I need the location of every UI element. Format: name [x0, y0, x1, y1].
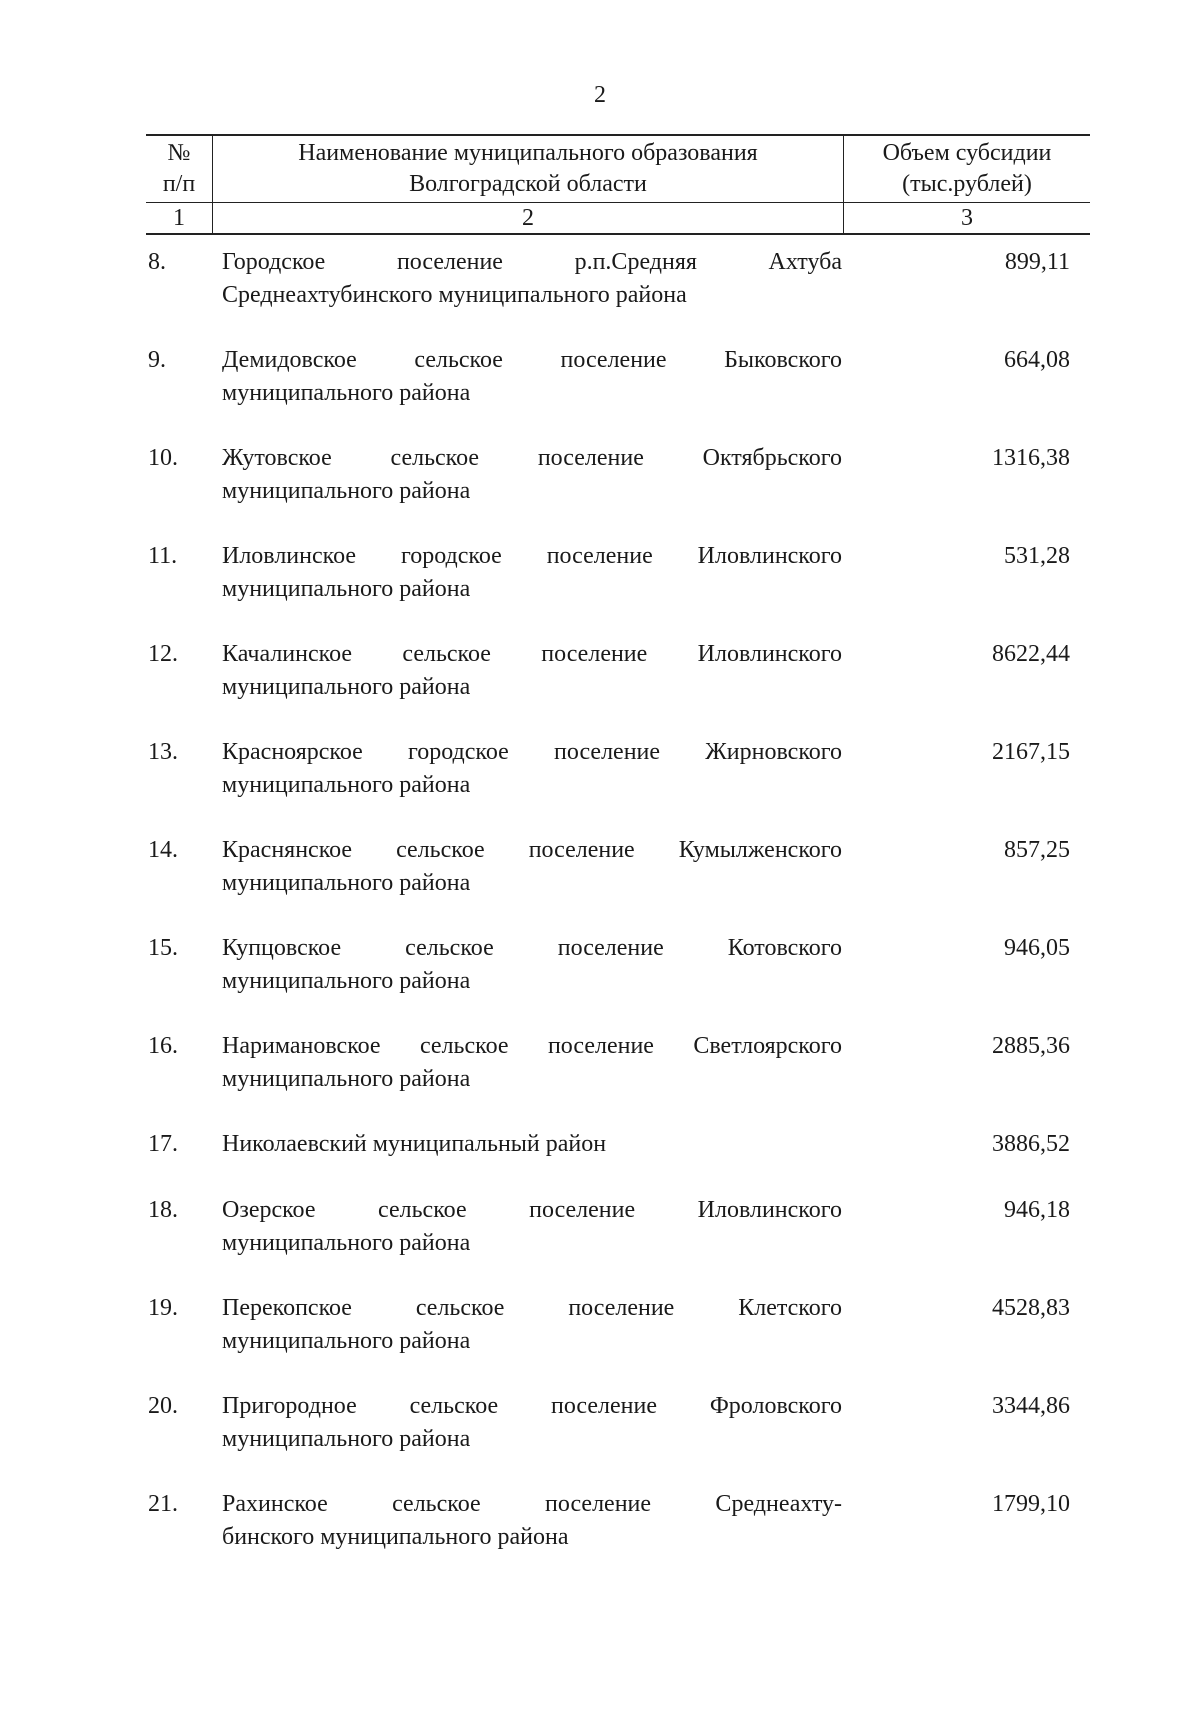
row-number: 19. — [148, 1295, 178, 1321]
row-number: 11. — [148, 543, 178, 569]
row-name-line2: муниципального района — [222, 1230, 471, 1256]
row-name-line1: Наримановское сельское поселение Светлоярского — [222, 1033, 842, 1059]
row-number: 13. — [148, 739, 178, 765]
row-number: 15. — [148, 935, 178, 961]
row-name-line1: Рахинское сельское поселение Среднеахту- — [222, 1491, 842, 1517]
row-name-line2: муниципального района — [222, 1426, 471, 1452]
row-number: 21. — [148, 1491, 178, 1517]
row-number: 18. — [148, 1197, 178, 1223]
row-name — [222, 540, 842, 606]
row-amount: 857,25 — [1004, 837, 1070, 863]
table-row — [146, 834, 1090, 900]
row-amount: 664,08 — [1004, 347, 1070, 373]
table-row — [146, 736, 1090, 802]
row-number: 12. — [148, 641, 178, 667]
row-name-line1: Купцовское сельское поселение Котовского — [222, 935, 842, 961]
row-amount: 1316,38 — [992, 445, 1070, 471]
row-amount: 899,11 — [1004, 249, 1070, 275]
row-amount: 2167,15 — [992, 739, 1070, 765]
table-body — [146, 246, 1090, 1586]
row-name — [222, 1194, 842, 1260]
row-name-line1: Иловлинское городское поселение Иловлинского — [222, 543, 842, 569]
row-name-line1: Демидовское сельское поселение Быковского — [222, 347, 842, 373]
row-name-line1: Озерское сельское поселение Иловлинского — [222, 1197, 842, 1223]
row-name-line2: муниципального района — [222, 478, 471, 504]
row-name — [222, 1390, 842, 1456]
row-number: 9. — [148, 347, 166, 373]
row-name — [222, 1030, 842, 1096]
row-amount: 2885,36 — [992, 1033, 1070, 1059]
row-name-line1: Жутовское сельское поселение Октябрьского — [222, 445, 842, 471]
row-number: 17. — [148, 1131, 178, 1157]
header-amount-column — [844, 136, 1090, 202]
row-name-line2: муниципального района — [222, 380, 471, 406]
row-name — [222, 344, 842, 410]
row-name — [222, 1292, 842, 1358]
row-name — [222, 1128, 842, 1161]
row-name-line2: муниципального района — [222, 576, 471, 602]
header-name-column — [213, 136, 844, 202]
header-number-symbol: № — [167, 140, 191, 166]
row-name-line2: муниципального района — [222, 1066, 471, 1092]
row-name-line1: Качалинское сельское поселение Иловлинского — [222, 641, 842, 667]
row-name-line1: Краснянское сельское поселение Кумылженского — [222, 837, 842, 863]
row-name-line1: Перекопское сельское поселение Клетского — [222, 1295, 842, 1321]
row-number: 16. — [148, 1033, 178, 1059]
header-number-abbrev: п/п — [162, 171, 196, 197]
table-header — [146, 134, 1090, 235]
table-row — [146, 932, 1090, 998]
header-name-line2: Волгоградской области — [409, 171, 647, 197]
column-number-1: 1 — [146, 203, 213, 233]
row-name — [222, 246, 842, 312]
row-name-line1: Николаевский муниципальный район — [222, 1131, 607, 1157]
row-amount: 3344,86 — [992, 1393, 1070, 1419]
header-number-column — [146, 136, 213, 202]
row-name — [222, 1488, 842, 1554]
row-name-line2: муниципального района — [222, 1328, 471, 1354]
row-number: 14. — [148, 837, 178, 863]
row-name — [222, 834, 842, 900]
column-number-3: 3 — [961, 205, 973, 231]
table-row — [146, 638, 1090, 704]
row-name-line2: муниципального района — [222, 968, 471, 994]
table-row — [146, 1390, 1090, 1456]
table-row — [146, 1194, 1090, 1260]
table-row — [146, 442, 1090, 508]
row-amount: 531,28 — [1004, 543, 1070, 569]
row-name-line2: муниципального района — [222, 772, 471, 798]
row-number: 20. — [148, 1393, 178, 1419]
header-column-numbers-row — [146, 203, 1090, 233]
table-row — [146, 1292, 1090, 1358]
row-name-line1: Городское поселение р.п.Средняя Ахтуба — [222, 249, 842, 275]
row-name-line2: муниципального района — [222, 674, 471, 700]
row-name-line1: Красноярское городское поселение Жирновского — [222, 739, 842, 765]
table-row — [146, 540, 1090, 606]
row-amount: 3886,52 — [992, 1131, 1070, 1157]
row-amount: 946,05 — [1004, 935, 1070, 961]
table-row — [146, 1488, 1090, 1554]
row-number: 8. — [148, 249, 166, 275]
row-amount: 4528,83 — [992, 1295, 1070, 1321]
row-name-line1: Пригородное сельское поселение Фроловского — [222, 1393, 842, 1419]
header-name-line1: Наименование муниципального образования — [298, 140, 758, 166]
table-row — [146, 1128, 1090, 1161]
row-amount: 1799,10 — [992, 1491, 1070, 1517]
row-amount: 8622,44 — [992, 641, 1070, 667]
row-number: 10. — [148, 445, 178, 471]
column-number-2: 2 — [213, 203, 844, 233]
row-name-line2: бинского муниципального района — [222, 1524, 569, 1550]
row-amount: 946,18 — [1004, 1197, 1070, 1223]
row-name-line2: муниципального района — [222, 870, 471, 896]
row-name — [222, 932, 842, 998]
header-amount-line1: Объем субсидии — [882, 140, 1052, 166]
row-name — [222, 736, 842, 802]
table-row — [146, 344, 1090, 410]
row-name-line2: Среднеахтубинского муниципального района — [222, 282, 687, 308]
table-row — [146, 246, 1090, 312]
table-row — [146, 1030, 1090, 1096]
header-amount-line2: (тыс.рублей) — [902, 171, 1032, 197]
page-number: 2 — [594, 82, 606, 108]
row-name — [222, 638, 842, 704]
row-name — [222, 442, 842, 508]
header-titles-row — [146, 136, 1090, 203]
